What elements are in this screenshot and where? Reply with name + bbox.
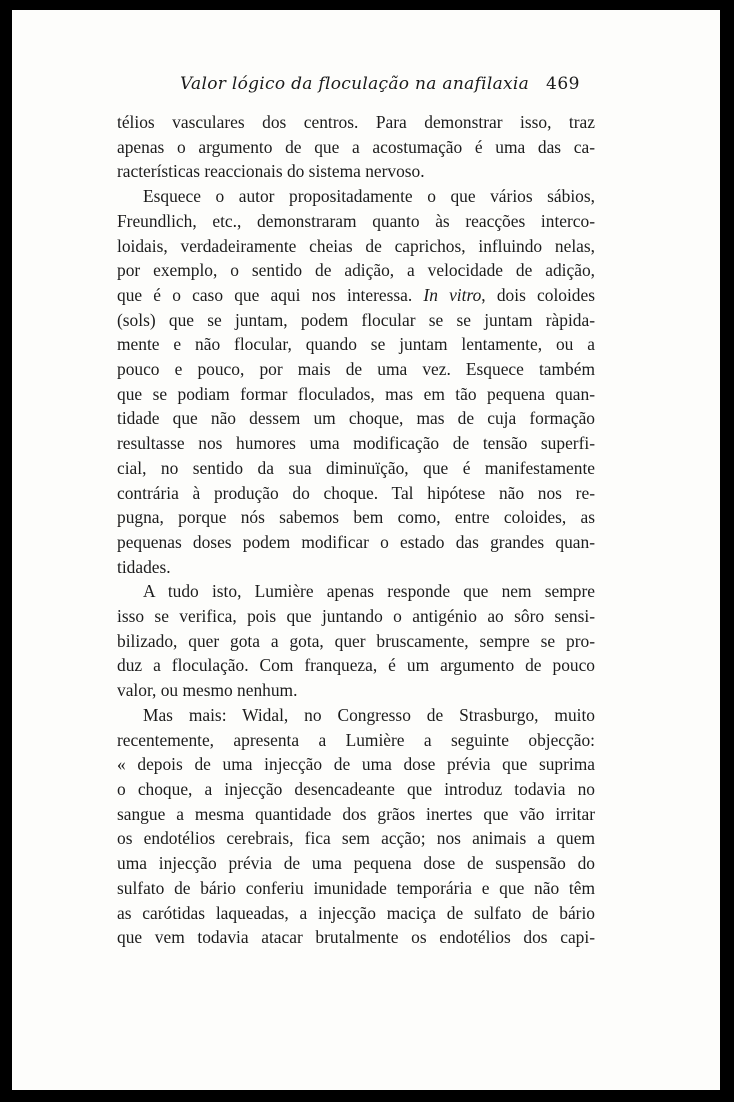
text-line-mixed [117,283,595,308]
text-line: loidais, verdadeiramente cheias de caprichos, influindo nelas, [117,235,595,256]
text-fragment: que é o caso que aqui nos interessa. [117,284,413,305]
running-title: Valor lógico da floculação na anafilaxia [180,74,530,94]
text-line: télios vasculares dos centros. Para demonstrar isso, traz [117,112,595,132]
text-line: A tudo isto, Lumière apenas responde que nem sempre [143,581,595,602]
text-line: bilizado, quer gota a gota, quer bruscamente, sempre se pro- [117,630,595,651]
text-line: mente e não flocular, quando se juntam lentamente, ou a [117,334,595,355]
body-text [117,110,595,950]
text-line: tidade que não dessem um choque, mas de cuja formação [117,408,595,429]
text-line: pugna, porque nós sabemos bem como, entre coloides, as [117,507,595,528]
page-number: 469 [546,74,580,94]
page-header [12,74,720,98]
book-page [12,10,720,1090]
text-line: sulfato de bário conferiu imunidade temporária e que não têm [117,877,595,898]
text-line: isso se verifica, pois que juntando o antigénio ao sôro sensi- [117,606,595,627]
text-line: apenas o argumento de que a acostumação é uma das ca- [117,136,595,157]
text-line: que se podiam formar floculados, mas em tão pequena quan- [117,383,595,404]
text-line: tidades. [117,556,171,577]
text-line: por exemplo, o sentido de adição, a velocidade de adição, [117,260,595,281]
text-fragment: , dois coloides [481,284,595,305]
text-line: valor, ou mesmo nenhum. [117,680,298,701]
text-line: (sols) que se juntam, podem flocular se se juntam ràpida- [117,309,595,330]
text-line: contrária à produção do choque. Tal hipótese não nos re- [117,482,595,503]
text-line: resultasse nos humores uma modificação de tensão superfi- [117,433,595,454]
text-line: Esquece o autor propositadamente o que vários sábios, [143,186,595,207]
text-line: pequenas doses podem modificar o estado das grandes quan- [117,531,595,552]
text-line: pouco e pouco, por mais de uma vez. Esquece também [117,359,595,380]
text-line: racterísticas reaccionais do sistema nervoso. [117,161,425,182]
text-line: duz a floculação. Com franqueza, é um argumento de pouco [117,655,595,676]
text-line: os endotélios cerebrais, fica sem acção; nos animais a quem [117,828,595,849]
text-line: cial, no sentido da sua diminuïção, que é manifestamente [117,457,595,478]
text-line: as carótidas laqueadas, a injecção maciça de sulfato de bário [117,902,595,923]
text-line: « depois de uma injecção de uma dose prévia que suprima [117,754,595,775]
text-line: Mas mais: Widal, no Congresso de Strasburgo, muito [143,704,595,725]
text-line: sangue a mesma quantidade dos grãos inertes que vão irritar [117,803,595,824]
text-line: uma injecção prévia de uma pequena dose de suspensão do [117,853,595,874]
text-line: Freundlich, etc., demonstraram quanto às reacções interco- [117,210,595,231]
italic-term: In vitro [423,284,482,305]
text-line: que vem todavia atacar brutalmente os endotélios dos capi- [117,927,595,948]
text-line: recentemente, apresenta a Lumière a seguinte objecção: [117,729,595,750]
text-line: o choque, a injecção desencadeante que introduz todavia no [117,778,595,799]
